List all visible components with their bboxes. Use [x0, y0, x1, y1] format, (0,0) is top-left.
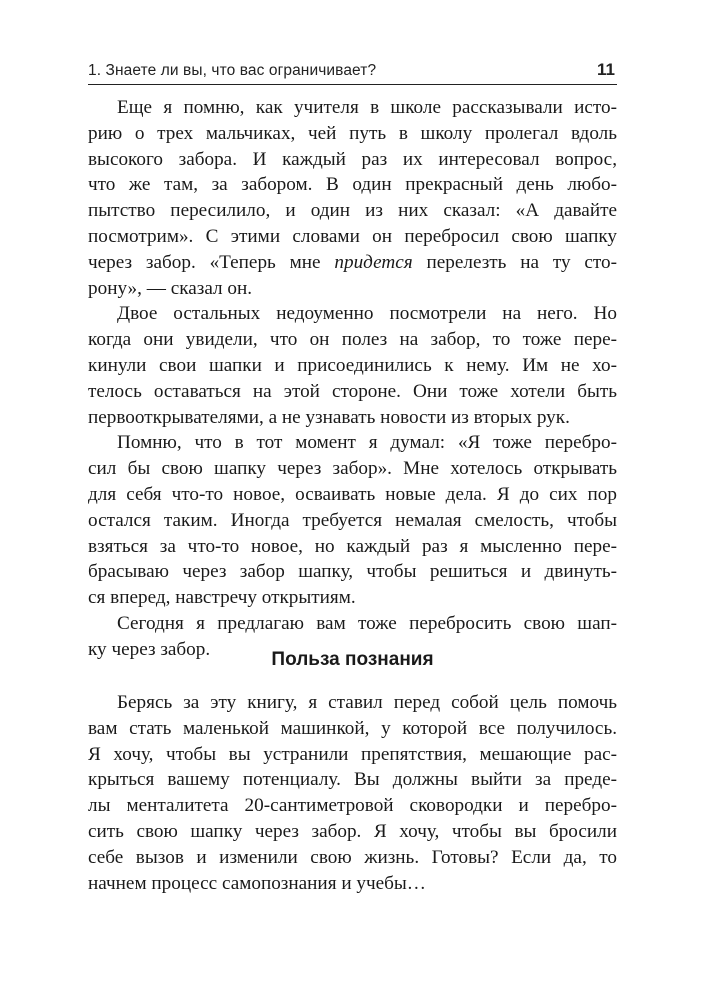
text-line: Я хочу, чтобы вы устранили препятствия, мешающие рас- — [88, 743, 617, 765]
text-line: начнем процесс самопознания и учебы… — [88, 872, 426, 894]
section-2-body — [88, 690, 617, 896]
text-line: остался таким. Иногда требуется немалая смелость, чтобы — [88, 509, 617, 531]
text-line: Сегодня я предлагаю вам тоже перебросить свою шап- — [117, 612, 617, 634]
chapter-title: 1. Знаете ли вы, что вас ограничивает? — [88, 62, 377, 79]
text-line: взяться за что-то новое, но каждый раз я мысленно пере- — [88, 535, 617, 557]
text-line: пытство пересилило, и один из них сказал: «А давайте — [88, 200, 617, 222]
paragraph — [88, 301, 617, 430]
text-line: высокого забора. И каждый раз их интересовал вопрос, — [88, 148, 617, 170]
emphasized-word: придется — [334, 251, 413, 273]
paragraph — [88, 95, 617, 301]
text-line: сить свою шапку через забор. Я хочу, чтобы вы бросили — [88, 820, 617, 842]
text-line: для себя что-то новое, осваивать новые дела. Я до сих пор — [88, 483, 617, 505]
paragraph — [88, 430, 617, 611]
text-line: сил бы свою шапку через забор». Мне хотелось открывать — [88, 458, 617, 480]
text-line: ся вперед, навстречу открытиям. — [88, 587, 356, 609]
text-line: брасываю через забор шапку, чтобы решиться и двинуть- — [88, 561, 617, 583]
text-line: Помню, что в тот момент я думал: «Я тоже перебро- — [117, 432, 617, 454]
text-line: ку через забор. — [88, 638, 211, 660]
text-line: когда они увидели, что он полез на забор, то тоже пере- — [88, 329, 617, 351]
text-line: рону», — сказал он. — [88, 277, 253, 299]
section-heading: Польза познания — [271, 649, 434, 670]
text-line: что же там, за забором. В один прекрасный день любо- — [88, 174, 617, 196]
text-line: Берясь за эту книгу, я ставил перед собой цель помочь — [117, 692, 617, 713]
section-1-body — [88, 95, 617, 663]
text-line: первооткрывателями, а не узнавать новости из вторых рук. — [88, 406, 570, 428]
text-line: кинули свои шапки и присоединились к нему. Им не хо- — [88, 354, 617, 376]
text-run: через забор. «Теперь мне — [88, 251, 335, 273]
text-line: рию о трех мальчиках, чей путь в школу пролегал вдоль — [88, 122, 617, 144]
text-line: вам стать маленькой машинкой, у которой все получилось. — [88, 717, 617, 739]
text-line: Еще я помню, как учителя в школе рассказывали исто- — [117, 97, 617, 118]
text-line: лы менталитета 20-сантиметровой сковородки и перебро- — [88, 795, 617, 817]
text-line — [88, 250, 617, 276]
text-line: крыться вашему потенциалу. Вы должны выйти за преде- — [88, 769, 617, 791]
text-run: перелезть на ту сто- — [412, 251, 618, 273]
text-line: Двое остальных недоуменно посмотрели на него. Но — [117, 303, 617, 325]
text-line: себе вызов и изменили свою жизнь. Готовы? Если да, то — [88, 846, 617, 868]
page-number: 11 — [597, 60, 615, 79]
text-line: телось оставаться на этой стороне. Они тоже хотели быть — [88, 380, 617, 402]
running-head — [88, 58, 617, 85]
paragraph — [88, 690, 617, 896]
text-line: посмотрим». С этими словами он перебросил свою шапку — [88, 225, 617, 247]
